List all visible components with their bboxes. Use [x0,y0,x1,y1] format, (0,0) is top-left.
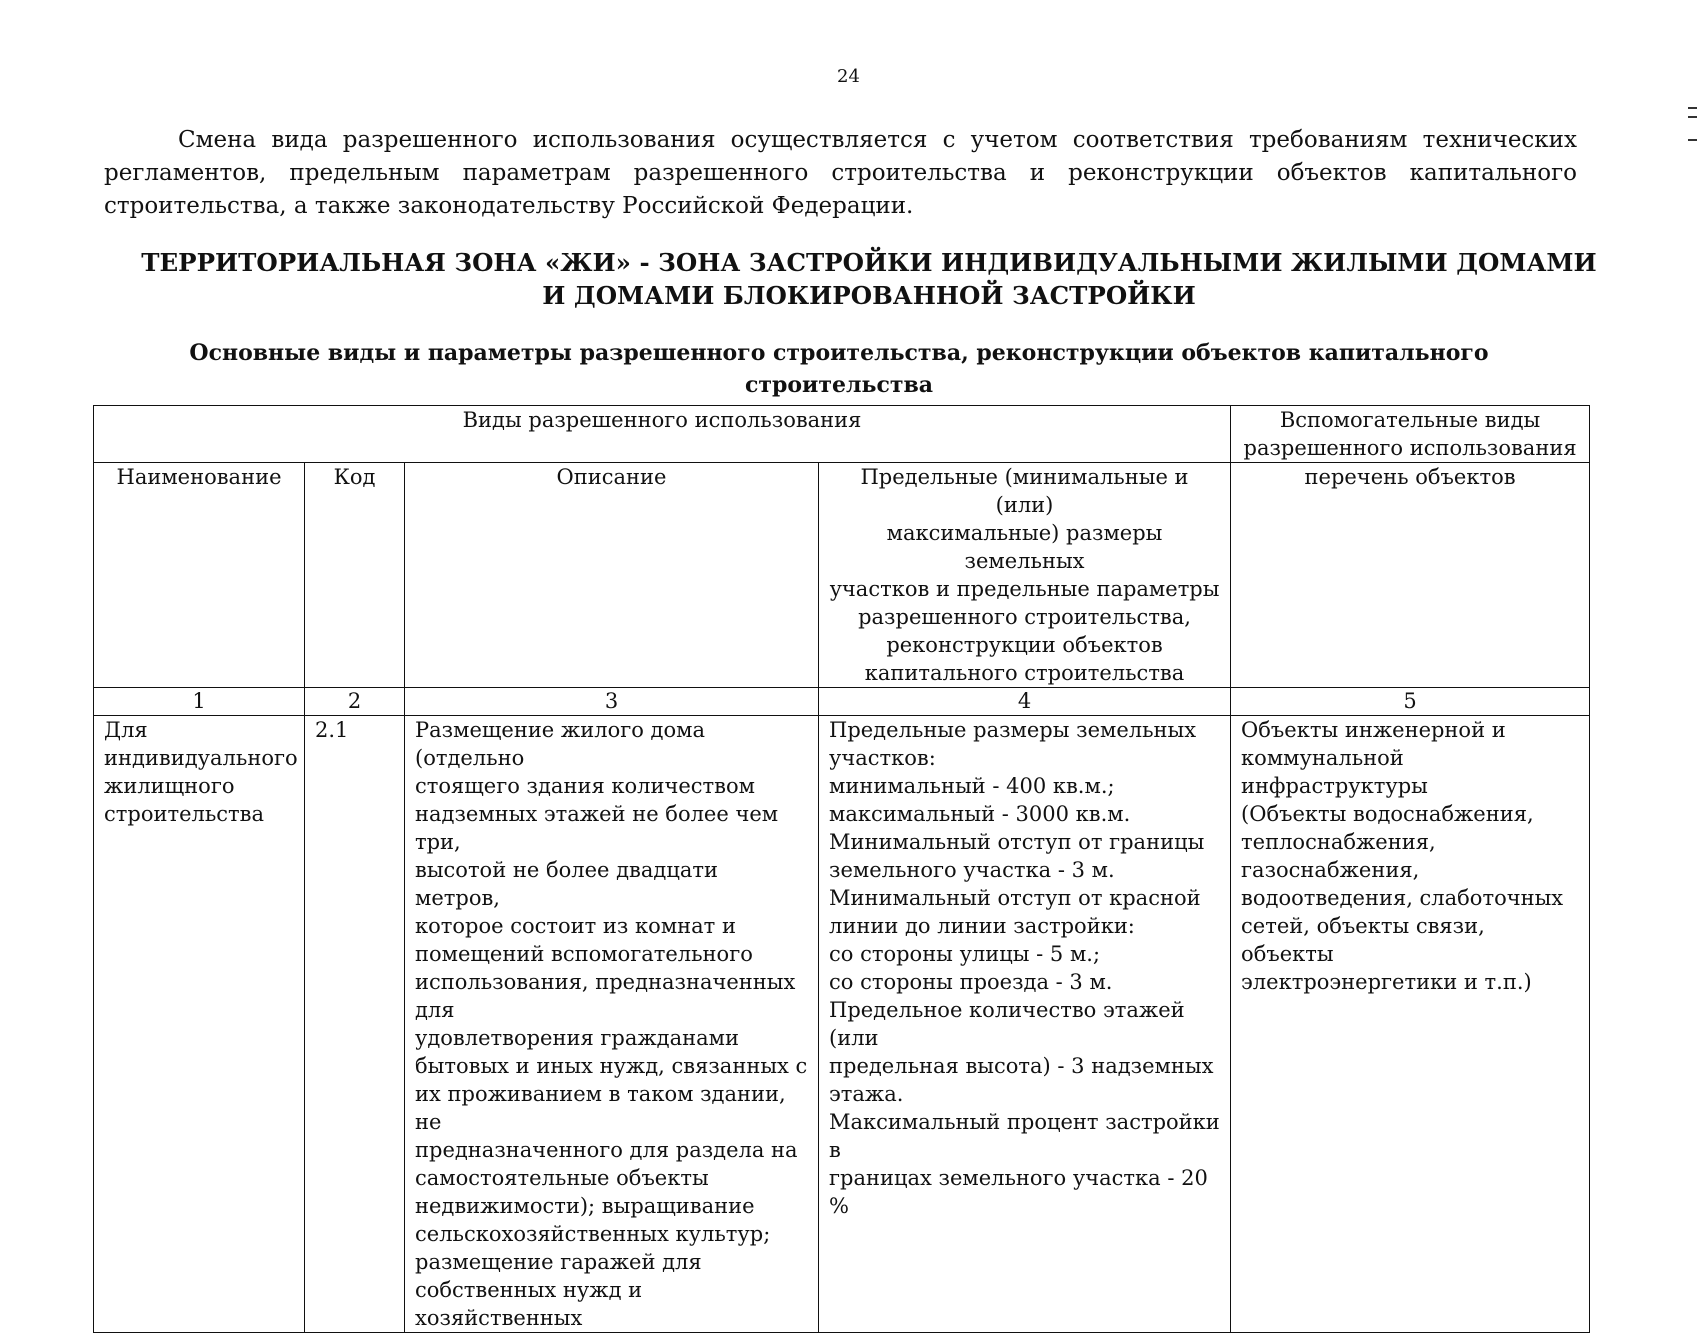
zone-title [104,246,1634,312]
column-header-description: Описание [405,463,819,688]
column-header-name: Наименование [94,463,305,688]
section-title [104,337,1574,401]
table-group-header-row [94,406,1590,463]
section-title-line-2: строительства [744,372,934,398]
cell-auxiliary-objects: Объекты инженерной и коммунальной инфраструктуры (Объекты водоснабжения, теплоснабжения, газоснабжения, водоотведения, слаботочных сетей, объекты связи, объекты электроэнергетики и т.п.) [1231,716,1590,1333]
column-number-4: 4 [819,688,1231,716]
table-column-header-row [94,463,1590,688]
column-header-code: Код [305,463,405,688]
table-column-number-row [94,688,1590,716]
cell-parameters: Предельные размеры земельных участков: минимальный - 400 кв.м.; максимальный - 3000 кв.м. Минимальный отступ от границы земельного участка - 3 м. Минимальный отступ от красной линии до линии застройки: со стороны улицы - 5 м.; со стороны проезда - 3 м. Предельное количество этажей (или предельная высота) - 3 надземных этажа. Максимальный процент застройки в границах земельного участка - 20 % [819,716,1231,1333]
column-header-parameters: Предельные (минимальные и (или) максимальные) размеры земельных участков и предельные параметры разрешенного строительства, реконструкции объектов капитального строительства [819,463,1231,688]
scan-edge-mark [1688,116,1697,118]
group-header-main: Виды разрешенного использования [94,406,1231,463]
column-number-2: 2 [305,688,405,716]
zone-title-line-1: ТЕРРИТОРИАЛЬНАЯ ЗОНА «ЖИ» - ЗОНА ЗАСТРОЙКИ ИНДИВИДУАЛЬНЫМИ ЖИЛЫМИ ДОМАМИ [141,248,1597,277]
intro-paragraph: Смена вида разрешенного использования осуществляется с учетом соответствия требованиям технических регламентов, предельным параметрам разрешенного строительства и реконструкции объектов капитального строительства, а также законодательству Российской Федерации. [104,127,1577,219]
scan-edge-mark [1688,107,1697,109]
cell-description: Размещение жилого дома (отдельно стоящего здания количеством надземных этажей не более чем три, высотой не более двадцати метров, которое состоит из комнат и помещений вспомогательного использования, предназначенных для удовлетворения гражданами бытовых и иных нужд, связанных с их проживанием в таком здании, не предназначенного для раздела на самостоятельные объекты недвижимости); выращивание сельскохозяйственных культур; размещение гаражей для собственных нужд и хозяйственных [405,716,819,1333]
zone-title-line-2: И ДОМАМИ БЛОКИРОВАННОЙ ЗАСТРОЙКИ [542,281,1196,310]
cell-name: Для индивидуального жилищного строительства [94,716,305,1333]
column-header-objects-list: перечень объектов [1231,463,1590,688]
scan-edge-mark [1688,139,1697,141]
table-row [94,716,1590,1333]
page-number: 24 [837,66,860,87]
column-number-1: 1 [94,688,305,716]
column-number-3: 3 [405,688,819,716]
group-header-auxiliary: Вспомогательные виды разрешенного использования [1231,406,1590,463]
section-title-line-1: Основные виды и параметры разрешенного строительства, реконструкции объектов капитального [189,340,1489,366]
cell-code: 2.1 [305,716,405,1333]
permitted-use-table [93,405,1590,1333]
column-number-5: 5 [1231,688,1590,716]
